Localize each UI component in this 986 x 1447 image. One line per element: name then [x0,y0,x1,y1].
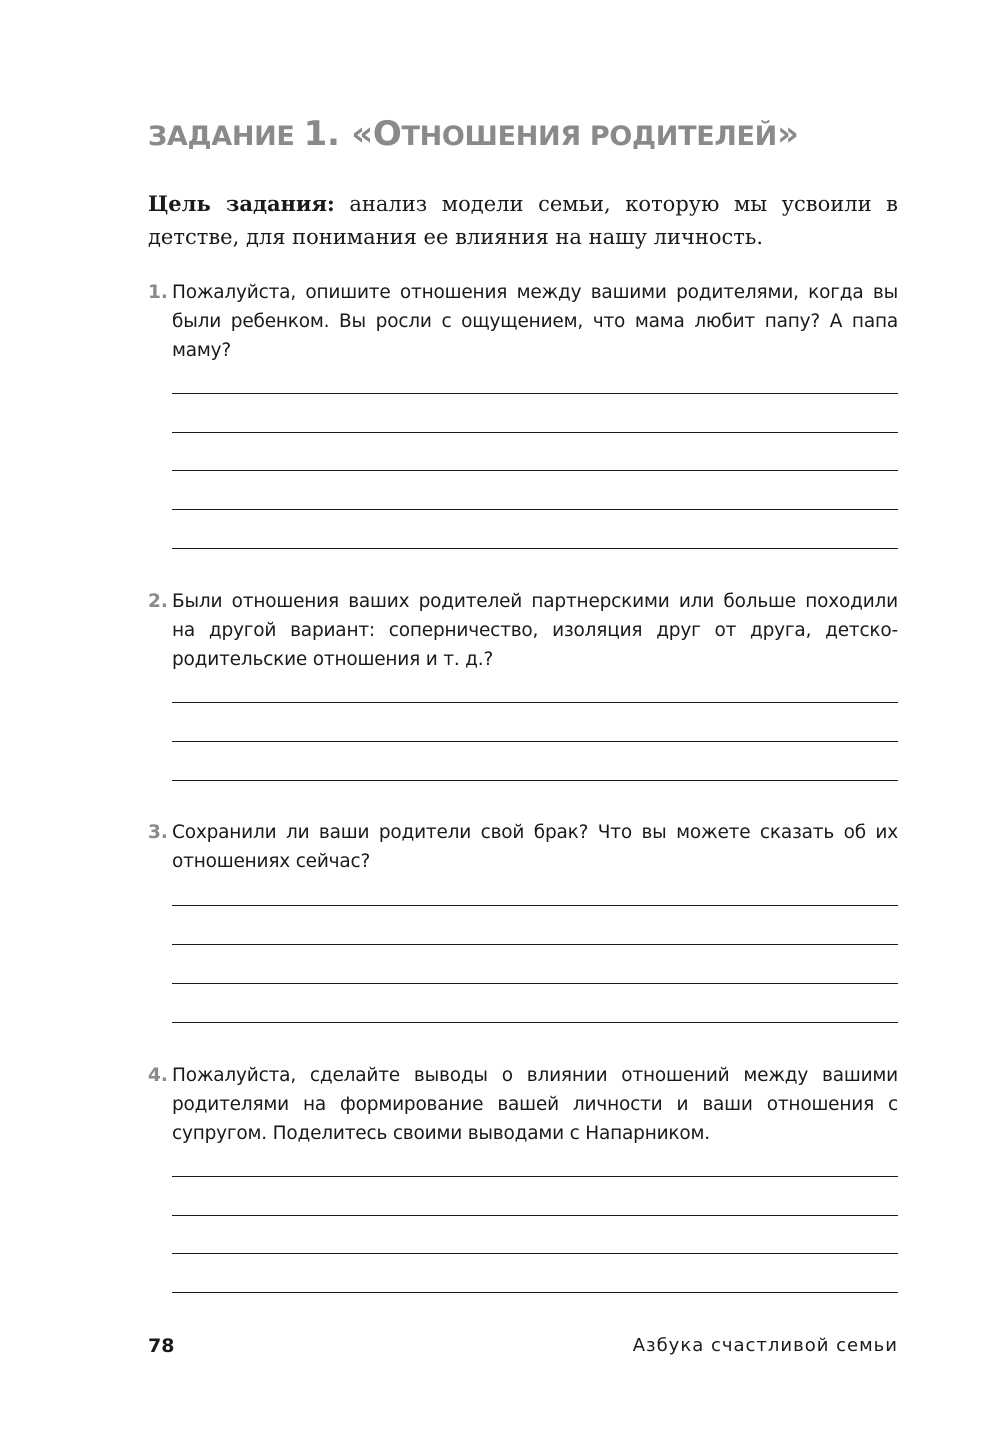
answer-line[interactable] [172,1022,898,1023]
title-part-4: » [776,114,799,154]
answer-line[interactable] [172,944,898,945]
answer-line[interactable] [172,780,898,781]
answer-line[interactable] [172,1176,898,1177]
answer-line[interactable] [172,432,898,433]
answer-line[interactable] [172,905,898,906]
answer-line[interactable] [172,702,898,703]
answer-line[interactable] [172,1253,898,1254]
title-part-1: ЗАДАНИЕ [148,121,304,152]
question-4 [148,1061,898,1148]
book-title: Азбука счастливой семьи [632,1335,898,1356]
question-text: Были отношения ваших родителей партнерскими или больше походили на другой вариант: соперничество, изоляция друг от друга, детско-родительские отношения и т. д.? [172,591,898,670]
question-number: 4. [148,1065,168,1086]
goal-text: анализ модели семьи, которую мы усвоили в детстве, для понимания ее влияния на нашу личность. [148,192,898,249]
question-2 [148,587,898,674]
title-part-2: «О [339,114,402,154]
answer-line[interactable] [172,983,898,984]
question-number: 1. [148,282,168,303]
title-part-3: ТНОШЕНИЯ РОДИТЕЛЕЙ [401,121,777,152]
goal-lead: Цель задания: [148,191,335,216]
page-title [148,112,908,159]
task-goal [148,187,898,254]
answer-line[interactable] [172,741,898,742]
workbook-page [148,0,898,1447]
page-footer [148,1335,898,1365]
question-number: 2. [148,591,168,612]
answer-line[interactable] [172,548,898,549]
question-text: Пожалуйста, опишите отношения между вашими родителями, когда вы были ребенком. Вы росли с ощущением, что мама любит папу? А папа маму? [172,282,898,361]
question-text: Пожалуйста, сделайте выводы о влиянии отношений между вашими родителями на формирование вашей личности и ваши отношения с супругом. Поделитесь своими выводами с Напарником. [172,1065,898,1144]
answer-line[interactable] [172,1292,898,1293]
answer-line[interactable] [172,509,898,510]
question-1 [148,278,898,365]
question-number: 3. [148,822,168,843]
page-number: 78 [148,1335,175,1357]
answer-line[interactable] [172,470,898,471]
title-number: 1. [303,114,340,154]
question-3 [148,818,898,876]
question-text: Сохранили ли ваши родители свой брак? Что вы можете сказать об их отношениях сейчас? [172,822,898,872]
answer-line[interactable] [172,393,898,394]
answer-line[interactable] [172,1215,898,1216]
